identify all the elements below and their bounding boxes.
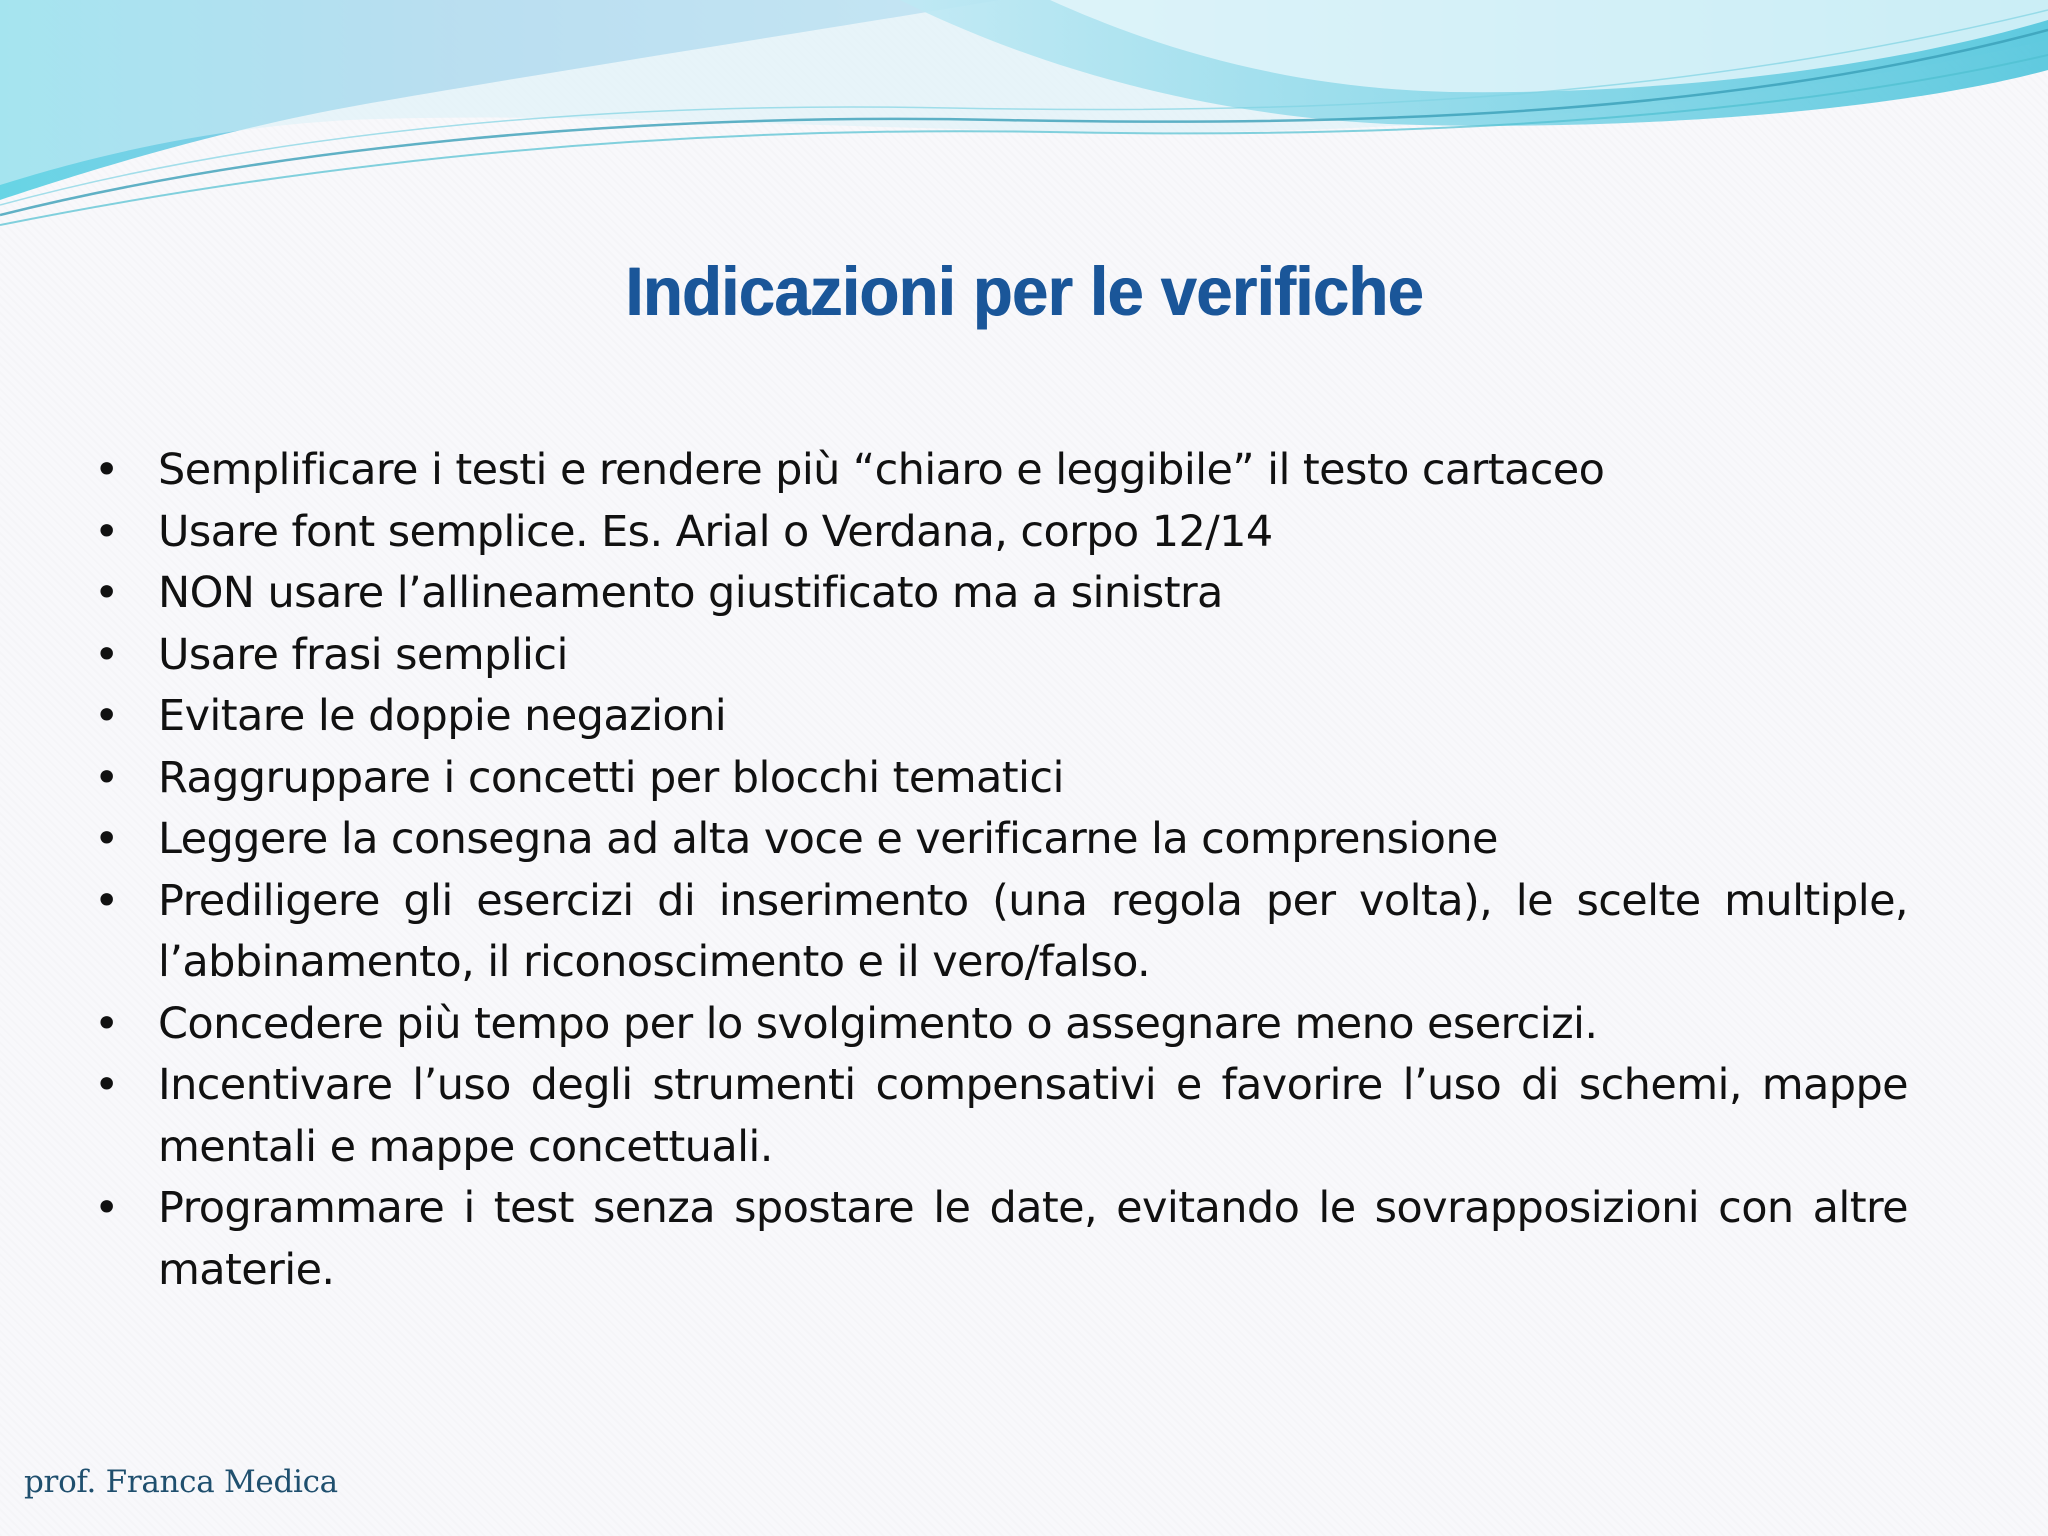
header-wave-decoration xyxy=(0,0,2048,240)
bullet-item xyxy=(90,440,1908,502)
bullet-text: Concedere più tempo per lo svolgimento o assegnare meno esercizi. xyxy=(158,998,1598,1049)
bullet-item xyxy=(90,686,1908,748)
bullet-item xyxy=(90,748,1908,810)
bullet-item xyxy=(90,1055,1908,1178)
bullet-icon: • xyxy=(94,445,119,495)
bullet-text: Raggruppare i concetti per blocchi tematici xyxy=(158,752,1064,803)
bullet-item xyxy=(90,809,1908,871)
bullet-item xyxy=(90,994,1908,1056)
bullet-text: Incentivare l’uso degli strumenti compensativi e favorire l’uso di schemi, mappe mentali e mappe concettuali. xyxy=(158,1060,1908,1172)
bullet-list xyxy=(90,440,1908,1301)
bullet-icon: • xyxy=(94,1183,119,1233)
bullet-text: Semplificare i testi e rendere più “chiaro e leggibile” il testo cartaceo xyxy=(158,445,1605,495)
bullet-icon: • xyxy=(94,998,119,1049)
bullet-icon: • xyxy=(94,1060,119,1110)
bullet-icon: • xyxy=(94,506,119,557)
bullet-item xyxy=(90,625,1908,687)
bullet-item xyxy=(90,1178,1908,1301)
bullet-icon: • xyxy=(94,691,119,741)
bullet-icon: • xyxy=(94,814,119,864)
bullet-text: NON usare l’allineamento giustificato ma a sinistra xyxy=(158,568,1223,618)
bullet-item xyxy=(90,563,1908,625)
slide-title: Indicazioni per le verifiche xyxy=(625,253,1423,330)
bullet-item xyxy=(90,502,1908,564)
bullet-text: Leggere la consegna ad alta voce e verificarne la comprensione xyxy=(158,814,1498,864)
bullet-text: Usare frasi semplici xyxy=(158,629,568,680)
bullet-icon: • xyxy=(94,752,119,803)
bullet-text: Prediligere gli esercizi di inserimento (una regola per volta), le scelte multiple, l’abbinamento, il riconoscimento e il vero/falso. xyxy=(158,875,1908,987)
bullet-icon: • xyxy=(94,629,119,680)
bullet-text: Programmare i test senza spostare le date, evitando le sovrapposizioni con altre materie. xyxy=(158,1183,1908,1295)
bullet-icon: • xyxy=(94,875,119,926)
bullet-icon: • xyxy=(94,568,119,618)
bullet-text: Evitare le doppie negazioni xyxy=(158,691,727,741)
footer-author: prof. Franca Medica xyxy=(24,1464,338,1500)
bullet-text: Usare font semplice. Es. Arial o Verdana, corpo 12/14 xyxy=(158,506,1273,557)
bullet-item xyxy=(90,871,1908,994)
